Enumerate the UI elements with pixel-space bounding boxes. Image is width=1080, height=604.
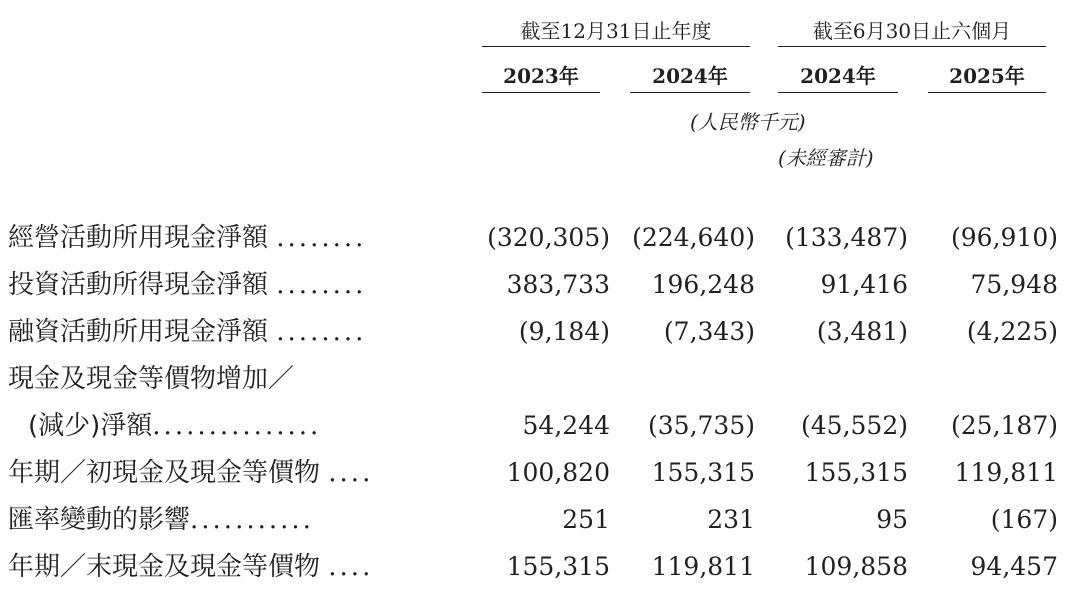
- unaudited-note: (未經審計): [778, 146, 874, 170]
- cell-value: (9,184): [518, 317, 610, 346]
- cell-value: 383,733: [506, 270, 610, 299]
- table-row: [0, 263, 1080, 307]
- header-group-full-year: 截至12月31日止年度: [482, 16, 750, 47]
- header-year-2023: 2023年: [482, 60, 600, 93]
- cell-value: 155,315: [506, 552, 610, 581]
- cell-value: 251: [562, 505, 610, 534]
- header-year-2024-interim: 2024年: [778, 60, 898, 93]
- table-row: [0, 545, 1080, 589]
- table-row: [0, 216, 1080, 260]
- cell-value: 231: [707, 505, 755, 534]
- table-row: [0, 310, 1080, 354]
- cell-value: (4,225): [966, 317, 1058, 346]
- row-label: 年期／末現金及現金等價物 ....: [8, 552, 374, 582]
- row-label: 匯率變動的影響...........: [8, 505, 314, 535]
- row-label: 融資活動所用現金淨額 ........: [8, 317, 367, 347]
- cell-value: 91,416: [820, 270, 908, 299]
- cell-value: (35,735): [648, 411, 755, 440]
- cell-value: (320,305): [487, 223, 610, 252]
- cell-value: 119,811: [954, 458, 1058, 487]
- header-year-2025-interim: 2025年: [928, 60, 1046, 93]
- row-label: 經營活動所用現金淨額 ........: [8, 223, 367, 253]
- row-label: 現金及現金等價物增加／: [8, 364, 295, 394]
- cell-value: 119,811: [651, 552, 755, 581]
- table-row: [0, 451, 1080, 495]
- row-label: (減少)淨額...............: [28, 411, 322, 441]
- cell-value: 155,315: [804, 458, 908, 487]
- cell-value: 54,244: [522, 411, 610, 440]
- cell-value: (25,187): [951, 411, 1058, 440]
- cell-value: 94,457: [970, 552, 1058, 581]
- cell-value: 100,820: [506, 458, 610, 487]
- cell-value: 196,248: [651, 270, 755, 299]
- cell-value: (7,343): [663, 317, 755, 346]
- header-year-2024: 2024年: [630, 60, 750, 93]
- table-row: [0, 357, 1080, 401]
- header-group-six-months: 截至6月30日止六個月: [778, 16, 1046, 47]
- cell-value: (45,552): [801, 411, 908, 440]
- cell-value: 109,858: [804, 552, 908, 581]
- table-row: [0, 498, 1080, 542]
- table-row: [0, 404, 1080, 448]
- cell-value: (133,487): [785, 223, 908, 252]
- row-label: 投資活動所得現金淨額 ........: [8, 270, 367, 300]
- cell-value: (3,481): [816, 317, 908, 346]
- cell-value: (96,910): [951, 223, 1058, 252]
- currency-unit-note: (人民幣千元): [690, 110, 806, 134]
- cell-value: 155,315: [651, 458, 755, 487]
- cell-value: 75,948: [970, 270, 1058, 299]
- cell-value: 95: [876, 505, 908, 534]
- cell-value: (224,640): [632, 223, 755, 252]
- cell-value: (167): [990, 505, 1058, 534]
- row-label: 年期／初現金及現金等價物 ....: [8, 458, 374, 488]
